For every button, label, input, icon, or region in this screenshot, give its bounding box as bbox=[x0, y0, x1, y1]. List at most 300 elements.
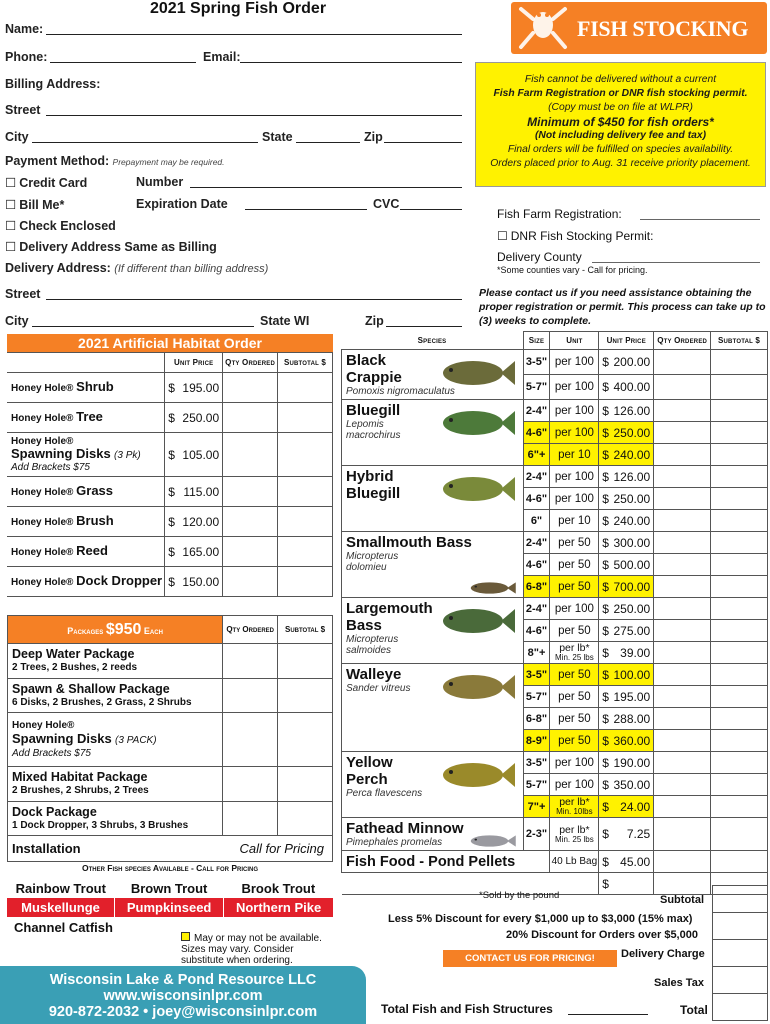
tax-box[interactable] bbox=[713, 967, 767, 994]
habitat-price: $ 250.00 bbox=[165, 403, 223, 433]
habitat-row bbox=[7, 373, 333, 403]
cvc-label: CVC bbox=[373, 197, 400, 211]
billing-label: Billing Address: bbox=[5, 77, 101, 91]
habitat-subtotal[interactable] bbox=[278, 433, 333, 477]
zip2-field[interactable] bbox=[386, 326, 462, 327]
species-name: Walleye bbox=[346, 666, 402, 683]
habitat-row bbox=[7, 567, 333, 597]
fish-subtotal[interactable] bbox=[711, 774, 768, 796]
fish-subtotal[interactable] bbox=[711, 554, 768, 576]
fish-illustration-icon bbox=[437, 356, 517, 390]
unit-price-header: Unit Price bbox=[599, 332, 654, 350]
total-structures-field[interactable] bbox=[568, 1014, 648, 1015]
fish-row bbox=[342, 350, 768, 375]
qty-header: Qty Ordered bbox=[223, 353, 278, 373]
fish-row bbox=[342, 532, 768, 554]
subtotal-label: Subtotal bbox=[660, 894, 704, 906]
fish-subtotal[interactable] bbox=[711, 598, 768, 620]
species-name: Fathead Minnow bbox=[346, 820, 464, 837]
notice-line: Final orders will be fulfilled on species availability. bbox=[507, 144, 734, 155]
number-label: Number bbox=[136, 175, 184, 189]
package-desc: 6 Disks, 2 Brushes, 2 Grass, 2 Shrubs bbox=[12, 696, 192, 708]
fish-price: $ 100.00 bbox=[599, 664, 654, 686]
habitat-prefix: Honey Hole® bbox=[11, 546, 77, 558]
notice-box bbox=[475, 62, 766, 187]
fish-price: $ 350.00 bbox=[599, 774, 654, 796]
fish-qty[interactable] bbox=[654, 873, 711, 895]
fish-subtotal[interactable] bbox=[711, 708, 768, 730]
subtotal-box[interactable] bbox=[713, 886, 767, 913]
fish-qty[interactable] bbox=[654, 422, 711, 444]
farm-registration-field[interactable] bbox=[640, 219, 760, 220]
fish-price: $ 39.00 bbox=[599, 642, 654, 664]
package-desc: 1 Dock Dropper, 3 Shrubs, 3 Brushes bbox=[12, 819, 189, 831]
frog-icon bbox=[515, 3, 571, 53]
habitat-price: $ 115.00 bbox=[165, 477, 223, 507]
package-desc: 2 Brushes, 2 Shrubs, 2 Trees bbox=[12, 785, 149, 796]
fish-price: $ 275.00 bbox=[599, 620, 654, 642]
fish-price: $ 240.00 bbox=[599, 444, 654, 466]
fish-qty[interactable] bbox=[654, 818, 711, 851]
fish-header-row bbox=[342, 332, 768, 350]
habitat-qty[interactable] bbox=[223, 433, 278, 477]
habitat-prefix: Honey Hole® bbox=[11, 382, 77, 394]
fish-food-unit: 40 Lb Bag bbox=[550, 851, 599, 873]
habitat-qty[interactable] bbox=[223, 537, 278, 567]
contact-pricing-button[interactable]: CONTACT US FOR PRICING! bbox=[443, 950, 617, 967]
fish-subtotal[interactable] bbox=[711, 444, 768, 466]
package-name: Spawn & Shallow Package bbox=[12, 681, 170, 696]
other-fish: Northern Pike bbox=[235, 900, 322, 915]
company-name: Wisconsin Lake & Pond Resource LLC bbox=[49, 972, 317, 988]
fish-illustration-icon bbox=[437, 472, 517, 506]
company-contact[interactable]: 920-872-2032 • joey@wisconsinlpr.com bbox=[48, 1004, 318, 1020]
fish-subtotal[interactable] bbox=[711, 466, 768, 488]
habitat-prefix: Honey Hole® bbox=[11, 576, 77, 588]
fish-qty[interactable] bbox=[654, 796, 711, 818]
fish-price: $ 288.00 bbox=[599, 708, 654, 730]
fish-size: 6" bbox=[523, 510, 550, 532]
fish-qty[interactable] bbox=[654, 488, 711, 510]
note-box-icon bbox=[181, 932, 190, 941]
fish-size: 3-5" bbox=[523, 350, 550, 375]
other-fish: Pumpkinseed bbox=[115, 898, 224, 917]
fish-subtotal[interactable] bbox=[711, 851, 768, 873]
fish-illustration-icon bbox=[467, 580, 517, 596]
other-fish-title: Other Fish species Available - Call for Pricing bbox=[81, 863, 259, 873]
fish-table bbox=[341, 331, 768, 895]
species-name: Bluegill bbox=[346, 402, 401, 419]
habitat-prefix: Honey Hole® bbox=[11, 412, 77, 424]
fish-unit: per 100 bbox=[550, 400, 599, 422]
other-fish: Brown Trout bbox=[130, 881, 208, 896]
package-qty[interactable] bbox=[223, 767, 278, 802]
species-name: Largemouth bbox=[346, 600, 433, 617]
package-qty[interactable] bbox=[223, 644, 278, 679]
fish-qty[interactable] bbox=[654, 350, 711, 375]
call-for-pricing: Call for Pricing bbox=[239, 841, 324, 856]
fish-unit: per lb* Min. 25 lbs bbox=[550, 642, 599, 664]
discount-line-1: Less 5% Discount for every $1,000 up to $3,000 (15% max) bbox=[388, 913, 693, 925]
fish-subtotal[interactable] bbox=[711, 642, 768, 664]
fish-qty[interactable] bbox=[654, 620, 711, 642]
habitat-subtotal[interactable] bbox=[278, 567, 333, 597]
discount-box[interactable] bbox=[713, 913, 767, 940]
fish-qty[interactable] bbox=[654, 851, 711, 873]
delivery-label: Delivery Address: bbox=[5, 261, 111, 275]
installation-label: Installation bbox=[12, 841, 81, 856]
habitat-qty[interactable] bbox=[223, 477, 278, 507]
totals-boxes bbox=[712, 885, 768, 1021]
fish-size: 6-8" bbox=[523, 576, 550, 598]
fish-unit: per 10 bbox=[550, 444, 599, 466]
fish-unit: per 50 bbox=[550, 708, 599, 730]
state-label: State bbox=[262, 130, 293, 144]
fish-unit: per 100 bbox=[550, 752, 599, 774]
notice-line: Fish Farm Registration or DNR fish stocking permit. bbox=[493, 88, 748, 99]
other-fish: Brook Trout bbox=[241, 881, 316, 896]
package-name: Deep Water Package bbox=[12, 647, 135, 661]
fish-illustration-icon bbox=[437, 670, 517, 704]
fish-price: $ 700.00 bbox=[599, 576, 654, 598]
habitat-subtotal[interactable] bbox=[278, 403, 333, 433]
fish-size: 7"+ bbox=[523, 796, 550, 818]
fish-unit: per 100 bbox=[550, 466, 599, 488]
fish-illustration-icon bbox=[437, 406, 517, 440]
species-name: Bluegill bbox=[346, 485, 401, 502]
company-banner bbox=[0, 966, 366, 1024]
habitat-price: $ 150.00 bbox=[165, 567, 223, 597]
zip-label: Zip bbox=[364, 130, 383, 144]
fish-subtotal[interactable] bbox=[711, 752, 768, 774]
fish-size: 6-8" bbox=[523, 708, 550, 730]
fish-row bbox=[342, 400, 768, 422]
fish-qty[interactable] bbox=[654, 664, 711, 686]
fish-size: 5-7" bbox=[523, 686, 550, 708]
species-scientific: Micropterus bbox=[346, 634, 399, 645]
habitat-table bbox=[7, 352, 333, 597]
fish-size: 4-6" bbox=[523, 620, 550, 642]
fish-row bbox=[342, 752, 768, 774]
sold-by-pound-note: *Sold by the pound bbox=[479, 890, 560, 901]
fish-qty[interactable] bbox=[654, 598, 711, 620]
habitat-qty[interactable] bbox=[223, 507, 278, 537]
fish-food-row bbox=[342, 851, 768, 873]
packages-each: Each bbox=[143, 625, 163, 636]
other-fish-table bbox=[7, 879, 333, 917]
number-field[interactable] bbox=[190, 187, 462, 188]
package-subtotal[interactable] bbox=[278, 713, 333, 767]
fish-qty[interactable] bbox=[654, 400, 711, 422]
fish-row bbox=[342, 466, 768, 488]
package-desc: 2 Trees, 2 Bushes, 2 reeds bbox=[12, 662, 138, 673]
fish-price: $ 250.00 bbox=[599, 422, 654, 444]
package-qty[interactable] bbox=[223, 679, 278, 713]
habitat-row bbox=[7, 477, 333, 507]
delivery-box[interactable] bbox=[713, 940, 767, 967]
fish-size: 2-3" bbox=[523, 818, 550, 851]
notice-line: (Not including delivery fee and tax) bbox=[534, 130, 707, 141]
fish-size: 3-5" bbox=[523, 664, 550, 686]
habitat-sub: Add Brackets $75 bbox=[11, 461, 90, 473]
fish-qty[interactable] bbox=[654, 466, 711, 488]
habitat-qty[interactable] bbox=[223, 373, 278, 403]
species-scientific: macrochirus bbox=[346, 430, 401, 441]
fish-size: 5-7" bbox=[523, 375, 550, 400]
package-row bbox=[8, 644, 333, 679]
package-row bbox=[8, 802, 333, 836]
habitat-prefix: Honey Hole® bbox=[11, 435, 74, 447]
package-subtotal[interactable] bbox=[278, 644, 333, 679]
unit-price-header: Unit Price bbox=[165, 353, 223, 373]
delivery-county-label: Delivery County bbox=[497, 250, 582, 264]
habitat-subtotal[interactable] bbox=[278, 537, 333, 567]
dnr-permit-checkbox[interactable]: ☐ DNR Fish Stocking Permit: bbox=[497, 229, 653, 243]
fish-subtotal[interactable] bbox=[711, 400, 768, 422]
fish-price: $ 400.00 bbox=[599, 375, 654, 400]
phone-label: Phone: bbox=[5, 50, 48, 64]
zip-field[interactable] bbox=[384, 142, 462, 143]
package-row bbox=[8, 713, 333, 767]
fish-subtotal[interactable] bbox=[711, 664, 768, 686]
habitat-name: Reed bbox=[76, 542, 108, 558]
fish-qty[interactable] bbox=[654, 642, 711, 664]
fish-size: 2-4" bbox=[523, 400, 550, 422]
habitat-price: $ 105.00 bbox=[165, 433, 223, 477]
page-title: 2021 Spring Fish Order bbox=[150, 0, 327, 17]
total-box[interactable] bbox=[713, 994, 767, 1020]
name-field[interactable] bbox=[46, 34, 462, 35]
company-website[interactable]: www.wisconsinlpr.com bbox=[103, 988, 263, 1004]
habitat-prefix: Honey Hole® bbox=[11, 486, 77, 498]
payment-label: Payment Method: bbox=[5, 154, 110, 168]
qty-header: Qty Ordered bbox=[654, 332, 711, 350]
fish-price: $ 190.00 bbox=[599, 752, 654, 774]
delivery-same-checkbox[interactable]: ☐ Delivery Address Same as Billing bbox=[5, 239, 217, 254]
habitat-name: Spawning Disks bbox=[11, 445, 111, 461]
habitat-row bbox=[7, 433, 333, 477]
package-prefix: Honey Hole® bbox=[12, 720, 75, 731]
unit-header: Unit bbox=[550, 332, 599, 350]
bill-me-checkbox[interactable]: ☐ Bill Me* bbox=[5, 197, 64, 212]
fish-unit: per 50 bbox=[550, 554, 599, 576]
fish-qty[interactable] bbox=[654, 686, 711, 708]
name-label: Name: bbox=[5, 22, 44, 36]
fish-illustration-icon bbox=[467, 833, 517, 849]
expiration-field[interactable] bbox=[245, 209, 367, 210]
fish-size: 5-7" bbox=[523, 774, 550, 796]
street2-label: Street bbox=[5, 287, 41, 301]
habitat-title: 2021 Artificial Habitat Order bbox=[7, 334, 333, 352]
fish-size: 4-6" bbox=[523, 554, 550, 576]
blank-price: $ bbox=[599, 873, 654, 895]
package-subtotal[interactable] bbox=[278, 767, 333, 802]
fish-unit: per 100 bbox=[550, 774, 599, 796]
package-qty[interactable] bbox=[223, 802, 278, 836]
logo-text: FISH STOCKING bbox=[577, 16, 749, 41]
fish-unit: per lb* Min. 10lbs bbox=[550, 796, 599, 818]
habitat-subtotal[interactable] bbox=[278, 373, 333, 403]
fish-price: $ 126.00 bbox=[599, 466, 654, 488]
city2-field[interactable] bbox=[32, 326, 254, 327]
other-fish: Channel Catfish bbox=[14, 920, 113, 935]
package-subtotal[interactable] bbox=[278, 679, 333, 713]
fish-subtotal[interactable] bbox=[711, 796, 768, 818]
fish-price: $ 250.00 bbox=[599, 488, 654, 510]
fish-unit: per lb* Min. 25 lbs bbox=[550, 818, 599, 851]
fish-subtotal[interactable] bbox=[711, 422, 768, 444]
habitat-row bbox=[7, 403, 333, 433]
fish-qty[interactable] bbox=[654, 554, 711, 576]
subtotal-header: Subtotal $ bbox=[278, 353, 333, 373]
species-scientific: dolomieu bbox=[346, 562, 387, 573]
fish-qty[interactable] bbox=[654, 774, 711, 796]
fish-size: 2-4" bbox=[523, 532, 550, 554]
fish-qty[interactable] bbox=[654, 375, 711, 400]
check-enclosed-checkbox[interactable]: ☐ Check Enclosed bbox=[5, 218, 116, 233]
species-name: Black bbox=[346, 352, 387, 369]
fish-unit: per 100 bbox=[550, 375, 599, 400]
habitat-subtotal[interactable] bbox=[278, 477, 333, 507]
fish-subtotal[interactable] bbox=[711, 532, 768, 554]
notice-line: Orders placed prior to Aug. 31 receive priority placement. bbox=[490, 158, 751, 169]
species-scientific: Perca flavescens bbox=[346, 788, 423, 799]
species-scientific: Lepomis bbox=[346, 419, 384, 430]
farm-registration-label: Fish Farm Registration: bbox=[497, 207, 622, 221]
package-pack: (3 PACK) bbox=[115, 735, 157, 746]
other-fish: Muskellunge bbox=[7, 898, 115, 917]
city-label: City bbox=[5, 130, 29, 144]
packages-header-row bbox=[8, 616, 333, 644]
contact-assistance: Please contact us if you need assistance obtaining the proper registration or permit. This process can take up to (3) weeks to complete. bbox=[479, 287, 766, 327]
fish-price: $ 195.00 bbox=[599, 686, 654, 708]
discount-line-2: 20% Discount for Orders over $5,000 bbox=[506, 929, 698, 941]
total-structures-label: Total Fish and Fish Structures bbox=[381, 1002, 553, 1016]
fish-food-price: $ 45.00 bbox=[599, 851, 654, 873]
county-note: *Some counties vary - Call for pricing. bbox=[497, 265, 648, 275]
fish-unit: per 100 bbox=[550, 422, 599, 444]
fish-subtotal[interactable] bbox=[711, 488, 768, 510]
habitat-name: Shrub bbox=[76, 378, 114, 394]
packages-qty-header: Qty Ordered bbox=[223, 616, 278, 644]
species-scientific: Pomoxis nigromaculatus bbox=[346, 386, 455, 397]
fish-unit: per 100 bbox=[550, 488, 599, 510]
fish-illustration-icon bbox=[437, 758, 517, 792]
fish-subtotal[interactable] bbox=[711, 818, 768, 851]
fish-price: $ 240.00 bbox=[599, 510, 654, 532]
installation-row bbox=[8, 836, 333, 862]
fish-subtotal[interactable] bbox=[711, 686, 768, 708]
fish-subtotal[interactable] bbox=[711, 576, 768, 598]
credit-card-checkbox[interactable]: ☐ Credit Card bbox=[5, 175, 87, 190]
habitat-subtotal[interactable] bbox=[278, 507, 333, 537]
fish-size: 6"+ bbox=[523, 444, 550, 466]
fish-unit: per 50 bbox=[550, 576, 599, 598]
city-field[interactable] bbox=[32, 142, 258, 143]
packages-subtotal-header: Subtotal $ bbox=[278, 616, 333, 644]
fish-qty[interactable] bbox=[654, 708, 711, 730]
fish-unit: per 50 bbox=[550, 532, 599, 554]
fish-price: $ 250.00 bbox=[599, 598, 654, 620]
delivery-county-field[interactable] bbox=[592, 262, 760, 263]
habitat-header-row bbox=[7, 353, 333, 373]
fish-unit: per 50 bbox=[550, 664, 599, 686]
habitat-price: $ 195.00 bbox=[165, 373, 223, 403]
street2-field[interactable] bbox=[46, 299, 462, 300]
species-scientific: salmoides bbox=[346, 645, 392, 656]
other-fish: Rainbow Trout bbox=[15, 881, 106, 896]
fish-subtotal[interactable] bbox=[711, 620, 768, 642]
payment-method bbox=[5, 154, 225, 168]
species-scientific: Sander vitreus bbox=[346, 683, 411, 694]
habitat-row bbox=[7, 537, 333, 567]
total-label: Total bbox=[680, 1003, 708, 1017]
habitat-prefix: Honey Hole® bbox=[11, 516, 77, 528]
fish-unit: per 10 bbox=[550, 510, 599, 532]
zip2-label: Zip bbox=[365, 314, 384, 328]
species-scientific: Pimephales promelas bbox=[346, 837, 443, 848]
fish-subtotal[interactable] bbox=[711, 730, 768, 752]
habitat-qty[interactable] bbox=[223, 403, 278, 433]
fish-qty[interactable] bbox=[654, 510, 711, 532]
package-row bbox=[8, 679, 333, 713]
species-name: Hybrid bbox=[346, 468, 394, 485]
fish-unit: per 50 bbox=[550, 730, 599, 752]
email-label: Email: bbox=[203, 50, 241, 64]
species-name: Perch bbox=[346, 771, 388, 788]
fish-size: 2-4" bbox=[523, 466, 550, 488]
package-qty[interactable] bbox=[223, 713, 278, 767]
fish-price: $ 7.25 bbox=[599, 818, 654, 851]
state-field[interactable] bbox=[296, 142, 360, 143]
city2-label: City bbox=[5, 314, 29, 328]
fish-price: $ 24.00 bbox=[599, 796, 654, 818]
fish-price: $ 300.00 bbox=[599, 532, 654, 554]
email-field[interactable] bbox=[240, 62, 462, 63]
habitat-qty[interactable] bbox=[223, 567, 278, 597]
fish-qty[interactable] bbox=[654, 444, 711, 466]
fish-row bbox=[342, 818, 768, 851]
street-field[interactable] bbox=[46, 115, 462, 116]
fish-qty[interactable] bbox=[654, 730, 711, 752]
phone-field[interactable] bbox=[50, 62, 196, 63]
fish-subtotal[interactable] bbox=[711, 375, 768, 400]
packages-table bbox=[7, 615, 333, 862]
fish-row bbox=[342, 598, 768, 620]
species-name: Smallmouth Bass bbox=[346, 534, 472, 551]
fish-qty[interactable] bbox=[654, 576, 711, 598]
species-name: Bass bbox=[346, 617, 382, 634]
fish-subtotal[interactable] bbox=[711, 350, 768, 375]
species-scientific: Micropterus bbox=[346, 551, 399, 562]
delivery-charge-label: Delivery Charge bbox=[621, 948, 705, 960]
cvc-field[interactable] bbox=[400, 209, 462, 210]
delivery-address bbox=[5, 261, 268, 275]
fish-qty[interactable] bbox=[654, 752, 711, 774]
habitat-pack: (3 Pk) bbox=[114, 449, 141, 461]
fish-size: 4-6" bbox=[523, 422, 550, 444]
delivery-note: (If different than billing address) bbox=[114, 263, 269, 275]
package-subtotal[interactable] bbox=[278, 802, 333, 836]
species-name: Yellow bbox=[346, 754, 393, 771]
package-desc: Add Brackets $75 bbox=[12, 748, 91, 759]
fish-size: 3-5" bbox=[523, 752, 550, 774]
fish-subtotal[interactable] bbox=[711, 510, 768, 532]
fish-qty[interactable] bbox=[654, 532, 711, 554]
size-header: Size bbox=[523, 332, 550, 350]
subtotal-header: Subtotal $ bbox=[711, 332, 768, 350]
notice-line: (Copy must be on file at WLPR) bbox=[548, 102, 693, 113]
